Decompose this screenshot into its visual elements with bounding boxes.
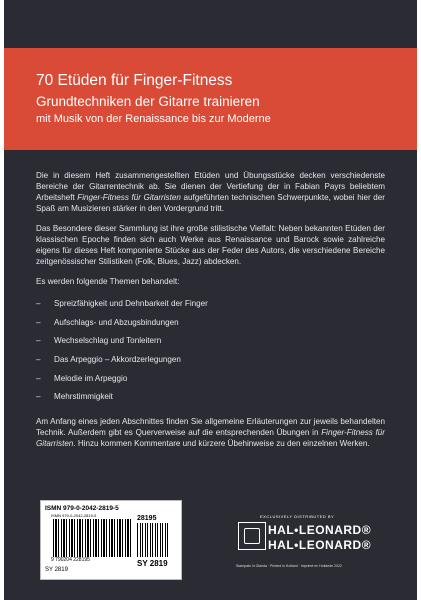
page-edge	[417, 0, 421, 600]
top-strip	[4, 0, 417, 48]
publisher-block	[230, 514, 390, 568]
hal-leonard-logo-icon	[238, 522, 266, 550]
paragraph-variety: Das Besondere dieser Sammlung ist ihre große stilistische Vielfalt: Neben bekannten Etüden der klassischen Epoche finden sich auch Werke aus Renaissance und Barock sowie zahlreiche eigens für dieses Heft komponierte Stücke aus der Feder des Autors, die verschiedene Bereiche zeitgenössischer Stilistiken (Folk, Blues, Jazz) abdecken.	[36, 224, 385, 266]
barcode	[47, 513, 175, 568]
paragraph-structure: Am Anfang eines jeden Abschnittes finden Sie allgemeine Erläuterungen zur jeweils behandelten Technik. Außerdem gibt es Querverweise auf die entsprechenden Übungen in Finger-Fitness für Gitarristen. Hinzu kommen Kommentare und kürzere Übehinweise zu den einzelnen Werken.	[36, 417, 385, 449]
list-item: – Aufschlags- und Abzugsbindungen	[36, 317, 385, 328]
distributed-by: EXCLUSIVELY DISTRIBUTED BY	[260, 514, 335, 519]
list-intro: Es werden folgende Themen behandelt:	[36, 277, 180, 286]
publisher-name: HAL•LEONARD®	[268, 538, 372, 552]
ismn-small: ISMN 979-0-2042-2819-5	[51, 513, 97, 518]
description-text	[36, 170, 385, 458]
book-tagline: mit Musik von der Renaissance bis zur Moderne	[36, 113, 271, 125]
print-notice: Stampato in Olanda · Printed in Holland · Imprimé en Hollande 2022	[236, 564, 342, 568]
reference-title: Finger-Fitness für Gitarristen	[36, 428, 385, 449]
publisher-name: HAL•LEONARD®	[268, 523, 372, 537]
bottom-area	[40, 500, 388, 582]
list-item: – Melodie im Arpeggio	[36, 373, 385, 384]
topics-list	[36, 298, 385, 402]
barcode-extension-digits: 28195	[137, 515, 157, 522]
book-subtitle: Grundtechniken der Gitarre trainieren	[36, 94, 260, 109]
catalog-code: SY 2819	[137, 559, 168, 568]
barcode-box	[40, 500, 182, 580]
reference-title: Finger-Fitness für Gitarristen	[77, 193, 181, 202]
list-item: – Mehrstimmigkeit	[36, 391, 385, 402]
paragraph-intro: Die in diesem Heft zusammengestellten Etüden und Übungsstücke decken verschiedenste Bereiche der Gitarrentechnik ab. Sie dienen der Vertiefung der in Fabian Payrs beliebtem Arbeitsheft Finger-Fitness für Gitarristen aufgeführten technischen Schwerpunkte, wobei hier der Spaß am Musizieren stärker in den Vordergrund tritt.	[36, 171, 385, 213]
barcode-bars	[53, 519, 133, 557]
ismn-label: ISMN 979-0-2042-2819-5	[45, 505, 119, 512]
back-cover	[4, 0, 417, 600]
list-item: – Spreizfähigkeit und Dehnbarkeit der Finger	[36, 298, 385, 309]
book-title: 70 Etüden für Finger-Fitness	[36, 72, 233, 89]
barcode-digits: 9 790204 228195	[51, 557, 90, 563]
list-item: – Wechselschlag und Tonleitern	[36, 335, 385, 346]
barcode-extension-bars	[137, 523, 169, 557]
list-item: – Das Arpeggio – Akkordzerlegungen	[36, 354, 385, 365]
title-banner	[4, 48, 417, 150]
catalog-number: SY 2819	[45, 567, 68, 573]
